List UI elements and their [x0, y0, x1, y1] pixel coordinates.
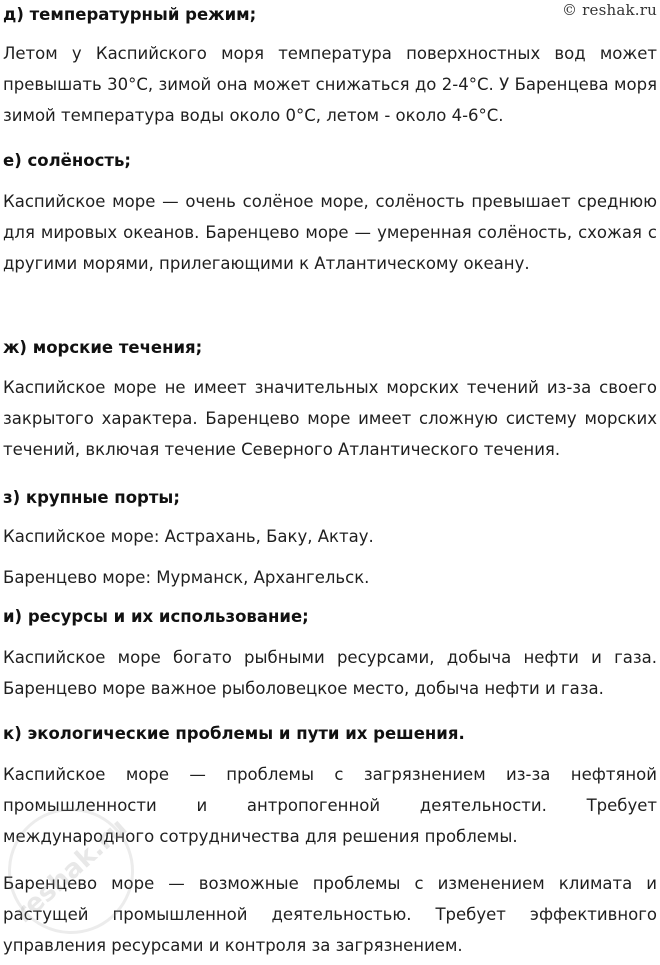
section-salinity — [3, 150, 657, 172]
paragraph: Баренцево море — возможные проблемы с изменением климата и растущей промышленной деятельностью. Требует эффективного управления ресурсами и контроля за загрязнением. — [3, 874, 657, 955]
section-salinity-text — [3, 186, 657, 279]
section-ecology-text-2 — [3, 868, 657, 961]
paragraph: Каспийское море: Астрахань, Баку, Актау. — [3, 527, 374, 546]
section-ecology — [3, 723, 657, 745]
section-heading: з) крупные порты; — [3, 488, 180, 507]
paragraph: Баренцево море: Мурманск, Архангельск. — [3, 568, 370, 587]
section-heading: и) ресурсы и их использование; — [3, 607, 309, 626]
paragraph: Летом у Каспийского моря температура поверхностных вод может превышать 30°С, зимой она может снижаться до 2-4°С. У Баренцева моря зимой температура воды около 0°С, летом - около 4-6°С. — [3, 44, 657, 125]
section-resources-text — [3, 642, 657, 704]
paragraph: Каспийское море не имеет значительных морских течений из-за своего закрытого характера. Баренцево море имеет сложную систему морских течений, включая течение Северного Атлантического течения. — [3, 378, 657, 459]
stamp-text: reshak.ru — [8, 812, 134, 930]
section-heading: д) температурный режим; — [3, 5, 257, 24]
section-ports-text-1 — [3, 521, 657, 552]
section-temperature — [3, 4, 657, 26]
paragraph: Каспийское море богато рыбными ресурсами, добыча нефти и газа. Баренцево море важное рыболовецкое место, добыча нефти и газа. — [3, 648, 657, 698]
section-heading: е) солёность; — [3, 151, 131, 170]
section-currents-text — [3, 372, 657, 465]
section-currents — [3, 337, 657, 359]
watermark-text: © reshak.ru — [561, 1, 657, 19]
section-temperature-text — [3, 38, 657, 131]
section-ports-text-2 — [3, 562, 657, 593]
paragraph: Каспийское море — очень солёное море, солёность превышает среднюю для мировых океанов. Баренцево море — умеренная солёность, схожая с другими морями, прилегающими к Атлантическому океану. — [3, 192, 657, 273]
section-heading: к) экологические проблемы и пути их решения. — [3, 724, 465, 743]
section-resources — [3, 606, 657, 628]
section-ecology-text-1 — [3, 759, 657, 852]
paragraph: Каспийское море — проблемы с загрязнением из-за нефтяной промышленности и антропогенной деятельности. Требует международного сотрудничества для решения проблемы. — [3, 765, 657, 846]
section-heading: ж) морские течения; — [3, 338, 203, 357]
section-ports — [3, 487, 657, 509]
